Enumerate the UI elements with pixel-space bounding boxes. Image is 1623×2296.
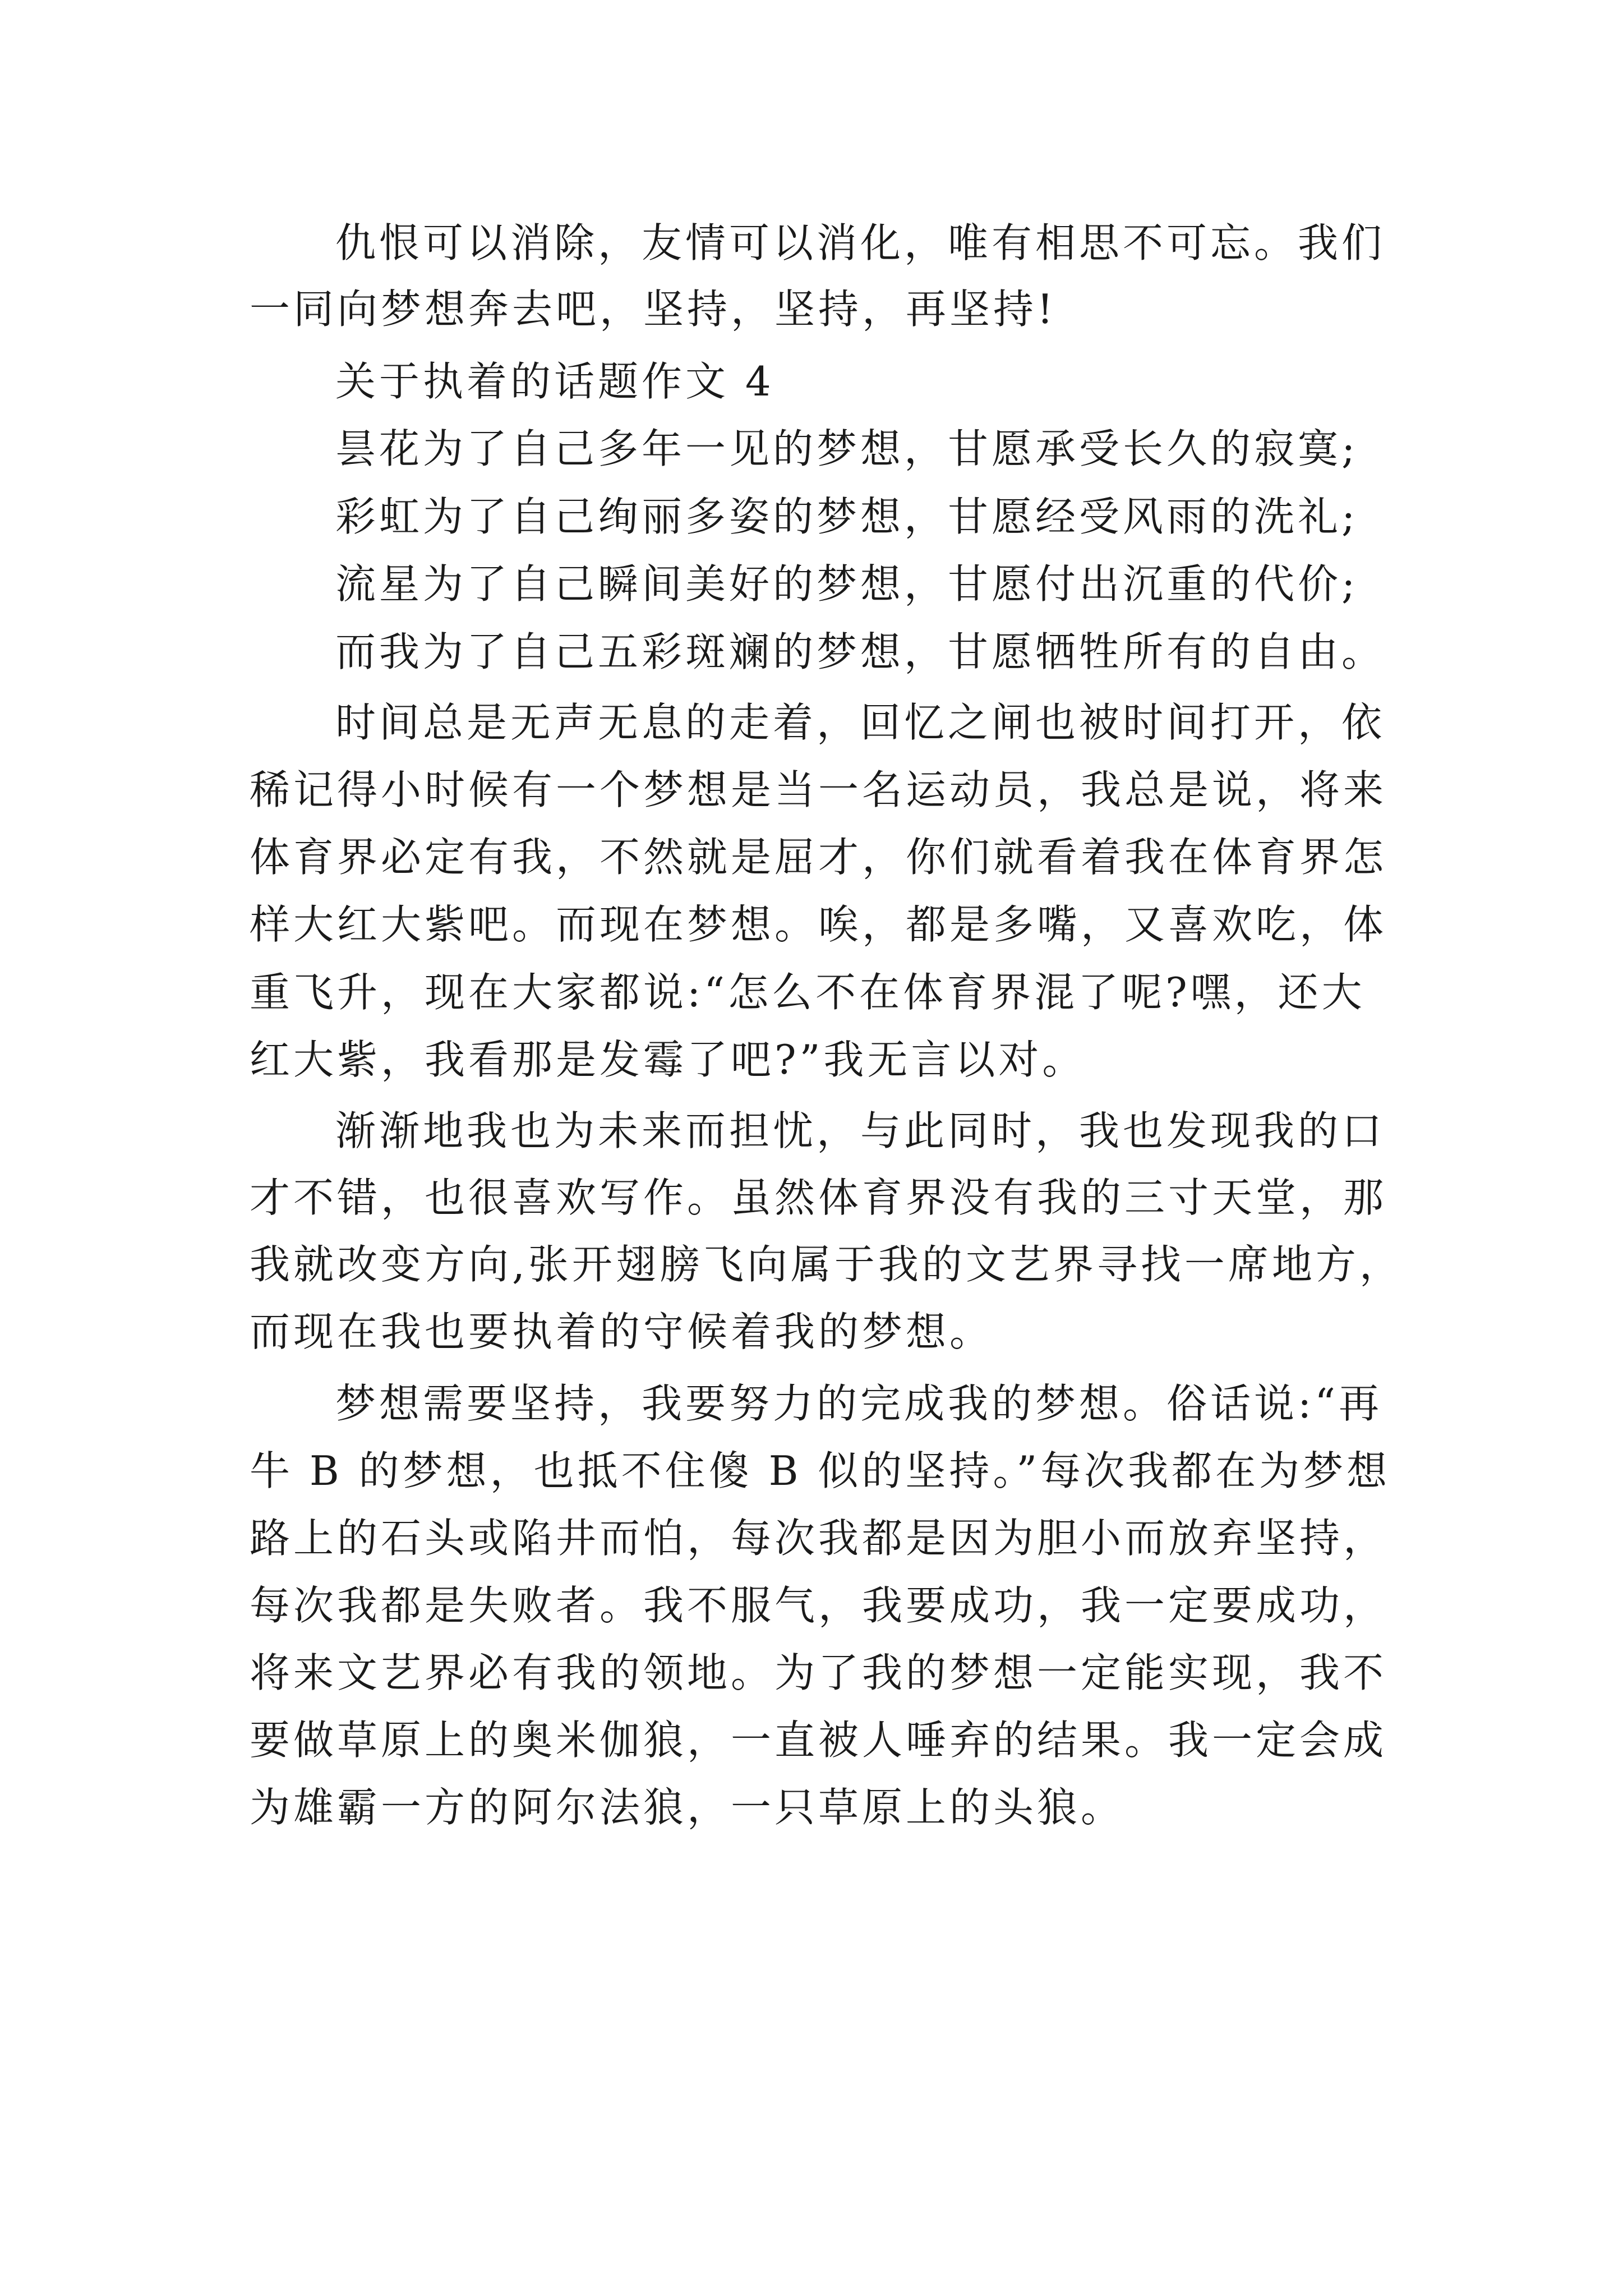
text-line: 才不错，也很喜欢写作。虽然体育界没有我的三寸天堂，那 — [250, 1174, 1387, 1221]
text-line: 彩虹为了自己绚丽多姿的梦想，甘愿经受风雨的洗礼; — [335, 493, 1359, 540]
text-line: 要做草原上的奥米伽狼，一直被人唾弃的结果。我一定会成 — [250, 1717, 1387, 1764]
text-line: 牛 B 的梦想，也抵不住傻 B 似的坚持。”每次我都在为梦想 — [250, 1447, 1391, 1494]
text-line: 我就改变方向,张开翅膀飞向属于我的文艺界寻找一席地方， — [250, 1241, 1403, 1288]
text-line: 红大紫，我看那是发霉了吧?”我无言以对。 — [250, 1036, 1086, 1083]
text-line: 将来文艺界必有我的领地。为了我的梦想一定能实现，我不 — [250, 1649, 1387, 1696]
text-line: 渐渐地我也为未来而担忧，与此同时，我也发现我的口 — [335, 1107, 1386, 1154]
text-line: 流星为了自己瞬间美好的梦想，甘愿付出沉重的代价; — [335, 560, 1359, 608]
text-line: 为雄霸一方的阿尔法狼，一只草原上的头狼。 — [250, 1784, 1125, 1831]
text-line: 仇恨可以消除，友情可以消化，唯有相思不可忘。我们 — [335, 219, 1386, 266]
text-line: 一同向梦想奔去吧，坚持，坚持，再坚持! — [250, 286, 1057, 333]
text-line: 重飞升，现在大家都说:“怎么不在体育界混了呢?嘿，还大 — [250, 969, 1366, 1016]
text-line: 每次我都是失败者。我不服气，我要成功，我一定要成功， — [250, 1582, 1387, 1629]
text-line: 而现在我也要执着的守候着我的梦想。 — [250, 1308, 994, 1355]
text-line: 时间总是无声无息的走着，回忆之闸也被时间打开，依 — [335, 699, 1386, 746]
text-line: 而我为了自己五彩斑斓的梦想，甘愿牺牲所有的自由。 — [335, 628, 1386, 675]
text-line: 路上的石头或陷井而怕，每次我都是因为胆小而放弃坚持， — [250, 1515, 1387, 1562]
text-line: 体育界必定有我，不然就是屈才，你们就看着我在体育界怎 — [250, 834, 1387, 881]
section-heading: 关于执着的话题作文 4 — [335, 358, 774, 405]
text-line: 昙花为了自己多年一见的梦想，甘愿承受长久的寂寞; — [335, 425, 1359, 472]
text-line: 样大红大紫吧。而现在梦想。唉，都是多嘴，又喜欢吃，体 — [250, 901, 1387, 948]
text-line: 稀记得小时候有一个梦想是当一名运动员，我总是说，将来 — [250, 766, 1387, 813]
text-line: 梦想需要坚持，我要努力的完成我的梦想。俗话说:“再 — [335, 1380, 1383, 1427]
